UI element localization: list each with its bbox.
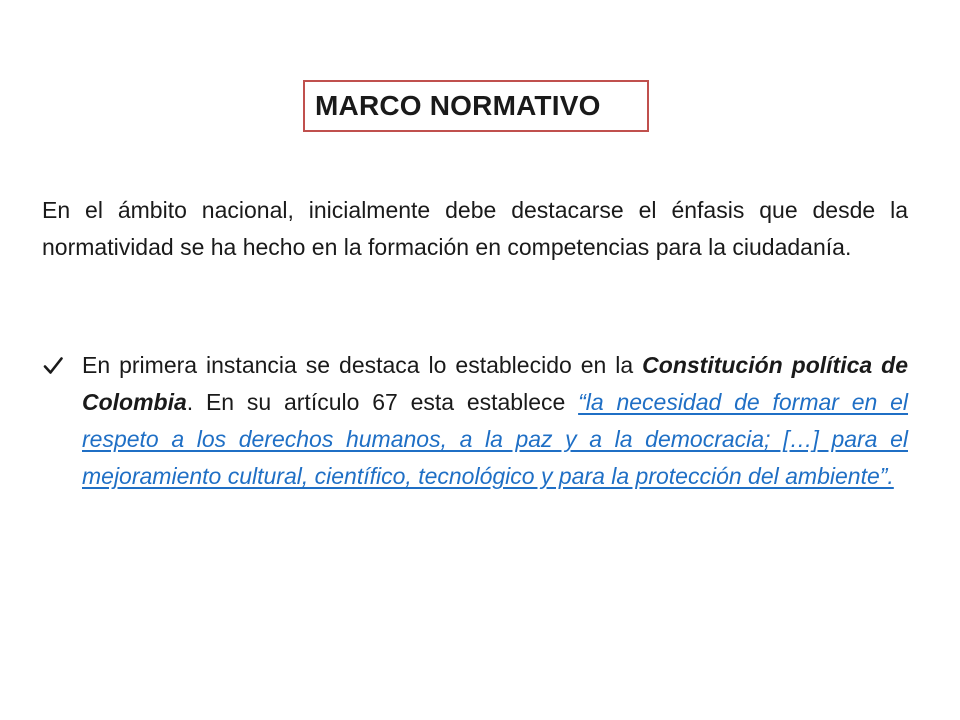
check-icon	[42, 347, 82, 384]
bullet-text	[82, 347, 908, 495]
bullet-text-middle: . En su artículo 67 esta establece	[186, 389, 579, 415]
slide-title: MARCO NORMATIVO	[315, 90, 601, 121]
title-box	[303, 80, 649, 132]
intro-paragraph: En el ámbito nacional, inicialmente debe destacarse el énfasis que desde la normatividad se ha hecho en la formación en competencias para la ciudadanía.	[42, 197, 908, 260]
constitution-emphasis: Constitución política de Colombia	[82, 352, 908, 415]
constitution-quote-link[interactable]: “la necesidad de formar en el respeto a los derechos humanos, a la paz y a la democracia; […] para el mejoramiento cultural, científico, tecnológico y para la protección del ambiente”.	[82, 389, 909, 489]
bullet-text-before: En primera instancia se destaca lo establecido en la	[82, 352, 643, 378]
bullet-item	[42, 347, 908, 495]
